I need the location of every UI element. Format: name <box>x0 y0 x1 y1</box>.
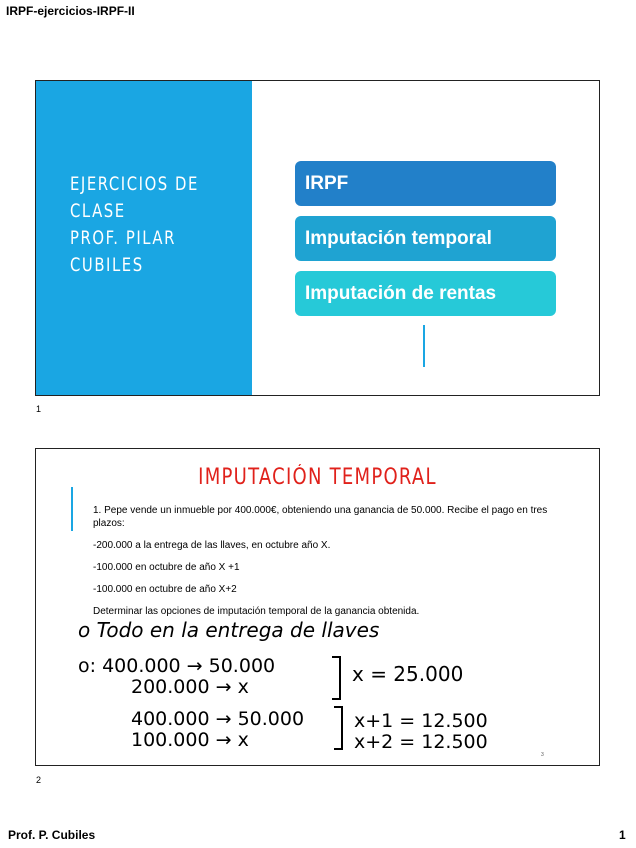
footer-page-number: 1 <box>619 828 626 842</box>
handwritten-line: o Todo en la entrega de llaves <box>78 618 380 642</box>
slide-1-number: 1 <box>36 404 42 414</box>
handwritten-line: x+1 = 12.500 <box>354 710 488 732</box>
slide-1-title-line: CLASE <box>70 200 126 222</box>
decorative-line <box>423 325 425 367</box>
handwritten-line: 200.000 → x <box>131 676 249 698</box>
handwritten-bracket <box>334 707 342 749</box>
exercise-paragraph: -200.000 a la entrega de las llaves, en octubre año X. <box>93 540 331 551</box>
handwritten-line: x+2 = 12.500 <box>354 731 488 752</box>
slide-1-title <box>70 171 207 279</box>
exercise-text <box>93 504 548 627</box>
handwritten-notes <box>36 617 600 752</box>
exercise-paragraph: -100.000 en octubre de año X +1 <box>93 562 240 573</box>
slide-2-title-text: IMPUTACIÓN TEMPORAL <box>198 465 437 490</box>
slide-1-title-line: EJERCICIOS DE <box>70 173 199 195</box>
exercise-paragraph: 1. Pepe vende un inmueble por 400.000€, obteniendo una ganancia de 50.000. Recibe el pago en tres plazos: <box>93 505 548 529</box>
handwritten-line: 400.000 → 50.000 <box>131 708 305 730</box>
handwritten-line: 100.000 → x <box>131 729 249 751</box>
slide-2 <box>35 448 600 766</box>
box-imputacion-rentas: Imputación de rentas <box>295 271 556 316</box>
handwritten-bracket <box>332 657 340 699</box>
slide-2-title <box>36 465 599 490</box>
slide-1-title-line: PROF. PILAR <box>70 227 176 249</box>
slide-1-title-line: CUBILES <box>70 254 144 276</box>
exercise-paragraph: Determinar las opciones de imputación temporal de la ganancia obtenida. <box>93 606 420 617</box>
box-irpf: IRPF <box>295 161 556 206</box>
slide-2-number: 2 <box>36 775 42 785</box>
footer-author: Prof. P. Cubiles <box>8 828 96 842</box>
slide-1 <box>35 80 600 396</box>
handwritten-line: o: 400.000 → 50.000 <box>78 655 276 677</box>
decorative-bar <box>71 487 73 531</box>
exercise-paragraph: -100.000 en octubre de año X+2 <box>93 584 237 595</box>
document-header: IRPF-ejercicios-IRPF-II <box>6 4 135 18</box>
handwritten-line: x = 25.000 <box>352 662 464 686</box>
box-imputacion-temporal: Imputación temporal <box>295 216 556 261</box>
slide-page-mark: 3 <box>541 752 544 758</box>
